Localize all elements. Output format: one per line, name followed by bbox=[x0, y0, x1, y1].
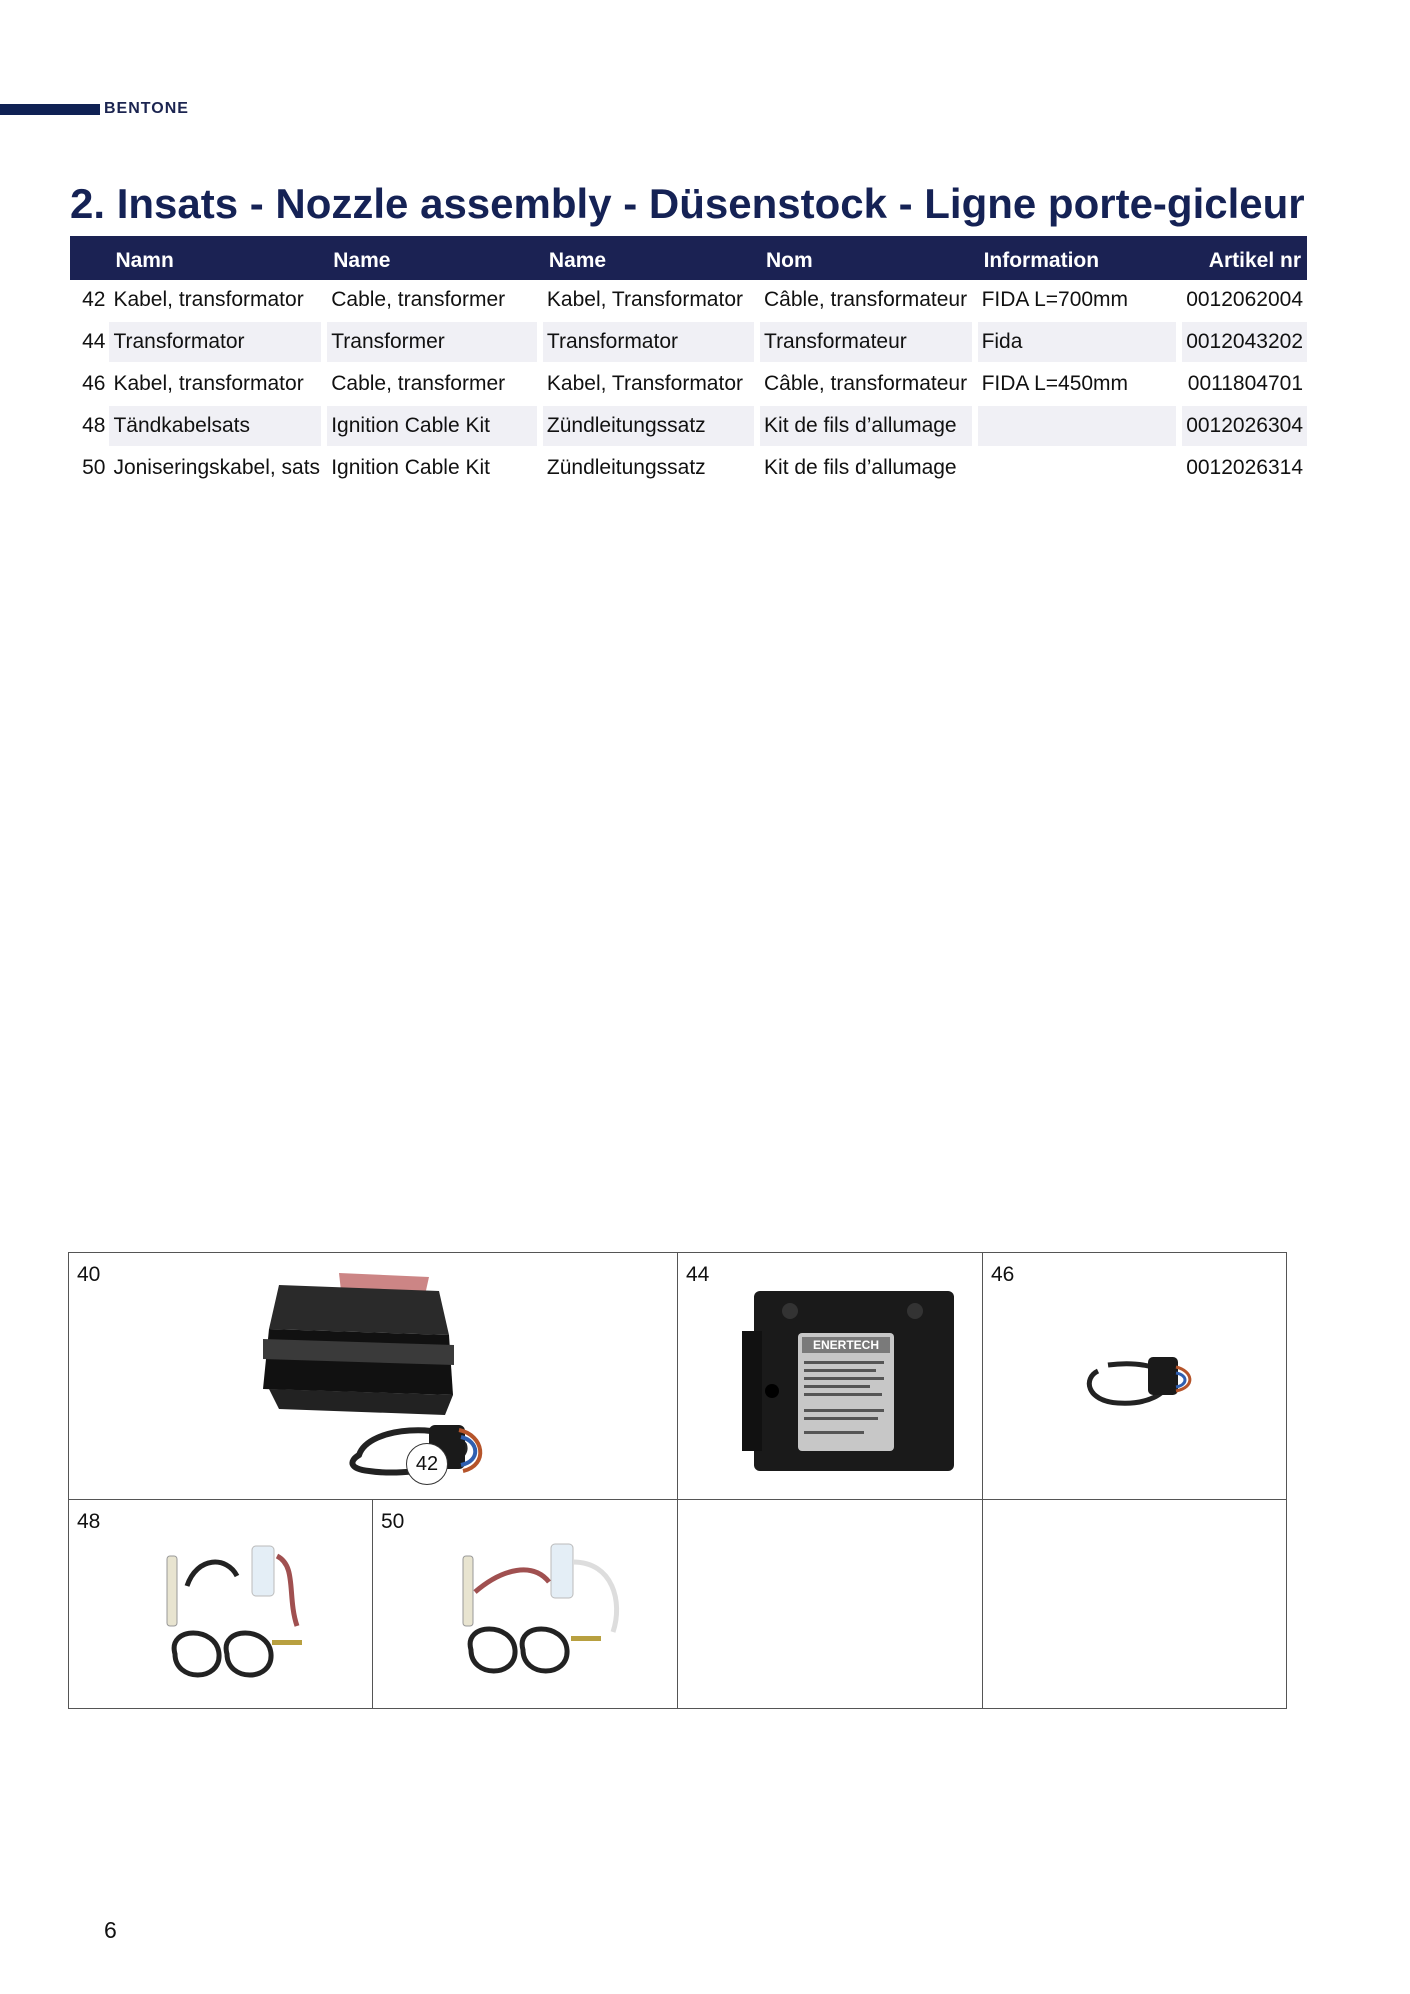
cell-info bbox=[978, 448, 1183, 490]
cell-pos: 46 bbox=[70, 364, 109, 406]
cell-sv: Kabel, transformator bbox=[109, 280, 327, 322]
cell-number: 44 bbox=[686, 1263, 710, 1286]
cell-en: Cable, transformer bbox=[327, 364, 543, 406]
cell-sv: Kabel, transformator bbox=[109, 364, 327, 406]
cell-art: 0012026314 bbox=[1182, 448, 1307, 490]
col-artikel-nr: Artikel nr bbox=[1182, 236, 1307, 280]
transformer-enertech-image bbox=[740, 1281, 962, 1491]
cell-number: 40 bbox=[77, 1263, 101, 1286]
cell-number: 50 bbox=[381, 1510, 405, 1533]
image-cell-44 bbox=[677, 1252, 983, 1500]
cell-info bbox=[978, 406, 1183, 448]
table-row bbox=[70, 406, 1307, 448]
brand-bar bbox=[0, 104, 100, 115]
image-cell-48 bbox=[68, 1499, 373, 1709]
col-pos bbox=[70, 236, 109, 280]
cell-info: FIDA L=450mm bbox=[978, 364, 1183, 406]
cell-pos: 50 bbox=[70, 448, 109, 490]
enertech-label: ENERTECH bbox=[812, 1338, 880, 1352]
cable-transformer-image bbox=[1078, 1343, 1208, 1413]
col-name-de: Name bbox=[543, 236, 760, 280]
cell-en: Ignition Cable Kit bbox=[327, 406, 543, 448]
table-header-row bbox=[70, 236, 1307, 280]
callout-42: 42 bbox=[406, 1443, 448, 1485]
cell-fr: Kit de fils d’allumage bbox=[760, 406, 978, 448]
cell-fr: Kit de fils d’allumage bbox=[760, 448, 978, 490]
cell-de: Kabel, Transformator bbox=[543, 280, 760, 322]
cell-de: Kabel, Transformator bbox=[543, 364, 760, 406]
table-row bbox=[70, 364, 1307, 406]
parts-table bbox=[70, 236, 1307, 490]
col-namn: Namn bbox=[109, 236, 327, 280]
table-row bbox=[70, 448, 1307, 490]
image-cell-50 bbox=[372, 1499, 678, 1709]
cell-art: 0011804701 bbox=[1182, 364, 1307, 406]
cell-fr: Transformateur bbox=[760, 322, 978, 364]
cell-sv: Joniseringskabel, sats bbox=[109, 448, 327, 490]
cell-de: Zündleitungssatz bbox=[543, 448, 760, 490]
transformer-image bbox=[249, 1265, 509, 1495]
cell-en: Cable, transformer bbox=[327, 280, 543, 322]
cell-number: 48 bbox=[77, 1510, 101, 1533]
cell-info: Fida bbox=[978, 322, 1183, 364]
cell-number: 46 bbox=[991, 1263, 1015, 1286]
cell-sv: Transformator bbox=[109, 322, 327, 364]
page-number: 6 bbox=[104, 1917, 117, 1943]
col-name-en: Name bbox=[327, 236, 543, 280]
cell-de: Transformator bbox=[543, 322, 760, 364]
cell-sv: Tändkabelsats bbox=[109, 406, 327, 448]
cell-art: 0012043202 bbox=[1182, 322, 1307, 364]
ionisation-cable-kit-image bbox=[453, 1532, 643, 1692]
image-cell-46 bbox=[982, 1252, 1287, 1500]
cell-fr: Câble, transformateur bbox=[760, 364, 978, 406]
cell-en: Transformer bbox=[327, 322, 543, 364]
cell-en: Ignition Cable Kit bbox=[327, 448, 543, 490]
cell-de: Zündleitungssatz bbox=[543, 406, 760, 448]
brand-name: BENTONE bbox=[104, 100, 189, 117]
page-title: 2. Insats - Nozzle assembly - Düsenstock - Ligne porte-gicleur bbox=[70, 180, 1305, 227]
cell-pos: 48 bbox=[70, 406, 109, 448]
table-row bbox=[70, 322, 1307, 364]
cell-art: 0012062004 bbox=[1182, 280, 1307, 322]
cell-pos: 44 bbox=[70, 322, 109, 364]
parts-image-grid bbox=[68, 1252, 1287, 1709]
cell-info: FIDA L=700mm bbox=[978, 280, 1183, 322]
ignition-cable-kit-image bbox=[157, 1536, 337, 1696]
cell-pos: 42 bbox=[70, 280, 109, 322]
image-cell-40 bbox=[68, 1252, 678, 1500]
image-cell-empty bbox=[982, 1499, 1287, 1709]
col-information: Information bbox=[978, 236, 1183, 280]
image-cell-empty bbox=[677, 1499, 983, 1709]
cell-art: 0012026304 bbox=[1182, 406, 1307, 448]
cell-fr: Câble, transformateur bbox=[760, 280, 978, 322]
table-row bbox=[70, 280, 1307, 322]
col-nom: Nom bbox=[760, 236, 978, 280]
